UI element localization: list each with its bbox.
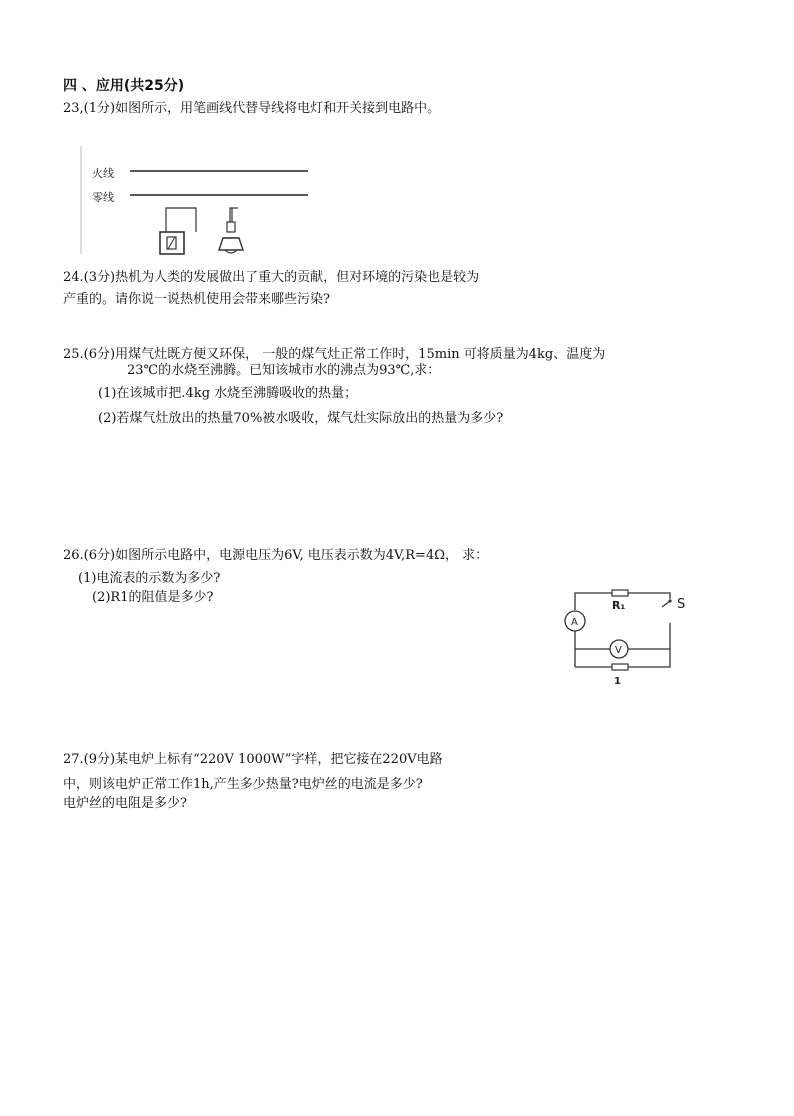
ammeter-icon (565, 611, 585, 631)
question-27-line2: 中，则该电炉正常工作1h,产生多少热量?电炉丝的电流是多少? (63, 777, 423, 792)
question-26-sub2: (2)R1的阻值是多少? (92, 590, 214, 605)
voltmeter-label: V (615, 645, 622, 656)
question-25-sub2: (2)若煤气灶放出的热量70%被水吸收，煤气灶实际放出的热量为多少? (98, 411, 504, 426)
q26-circuit-diagram (560, 585, 700, 690)
question-25-line1: 25.(6分)用煤气灶既方便又环保， 一般的煤气灶正常工作时，15min 可将质量为4kg、温度为 (63, 347, 606, 362)
question-24-line1: 24.(3分)热机为人类的发展做出了重大的贡献，但对环境的污染也是较为 (63, 270, 480, 285)
question-26-sub1: (1)电流表的示数为多少? (78, 571, 221, 586)
question-25-sub1: (1)在该城市把.4kg 水烧至沸腾吸收的热量； (98, 386, 358, 401)
q23-figure (80, 144, 318, 256)
question-26-line1: 26.(6分)如图所示电路中，电源电压为6V, 电压表示数为4V,R=4Ω， 求： (63, 548, 489, 563)
question-23-text: 23,(1分)如图所示，用笔画线代替导线将电灯和开关接到电路中。 (63, 101, 441, 116)
live-wire-label: 火线 (92, 167, 114, 180)
q26-figure (560, 585, 700, 690)
switch-s-icon (662, 599, 672, 607)
question-24-line2: 产重的。请你说一说热机使用会带来哪些污染? (63, 292, 330, 307)
switch-icon (160, 208, 196, 254)
section-title: 四 、应用(共25分) (63, 78, 185, 94)
question-27-line3: 电炉丝的电阻是多少? (63, 796, 187, 811)
resistor-r1-icon (612, 590, 628, 596)
voltmeter-icon (610, 640, 628, 658)
r1-label: R₁ (612, 599, 626, 612)
ammeter-label: A (571, 617, 578, 628)
lamp-icon (219, 208, 243, 253)
switch-label: S (677, 597, 686, 612)
question-25-line2: 23℃的水烧至沸腾。已知该城市水的沸点为93℃,求： (127, 363, 441, 378)
resistor-r-icon (612, 664, 628, 670)
neutral-wire-label: 零线 (92, 191, 114, 204)
question-27-line1: 27.(9分)某电炉上标有“220V 1000W”字样，把它接在220V电路 (63, 752, 443, 767)
q23-circuit-diagram (80, 144, 318, 256)
bottom-resistor-label: 1 (614, 676, 621, 687)
